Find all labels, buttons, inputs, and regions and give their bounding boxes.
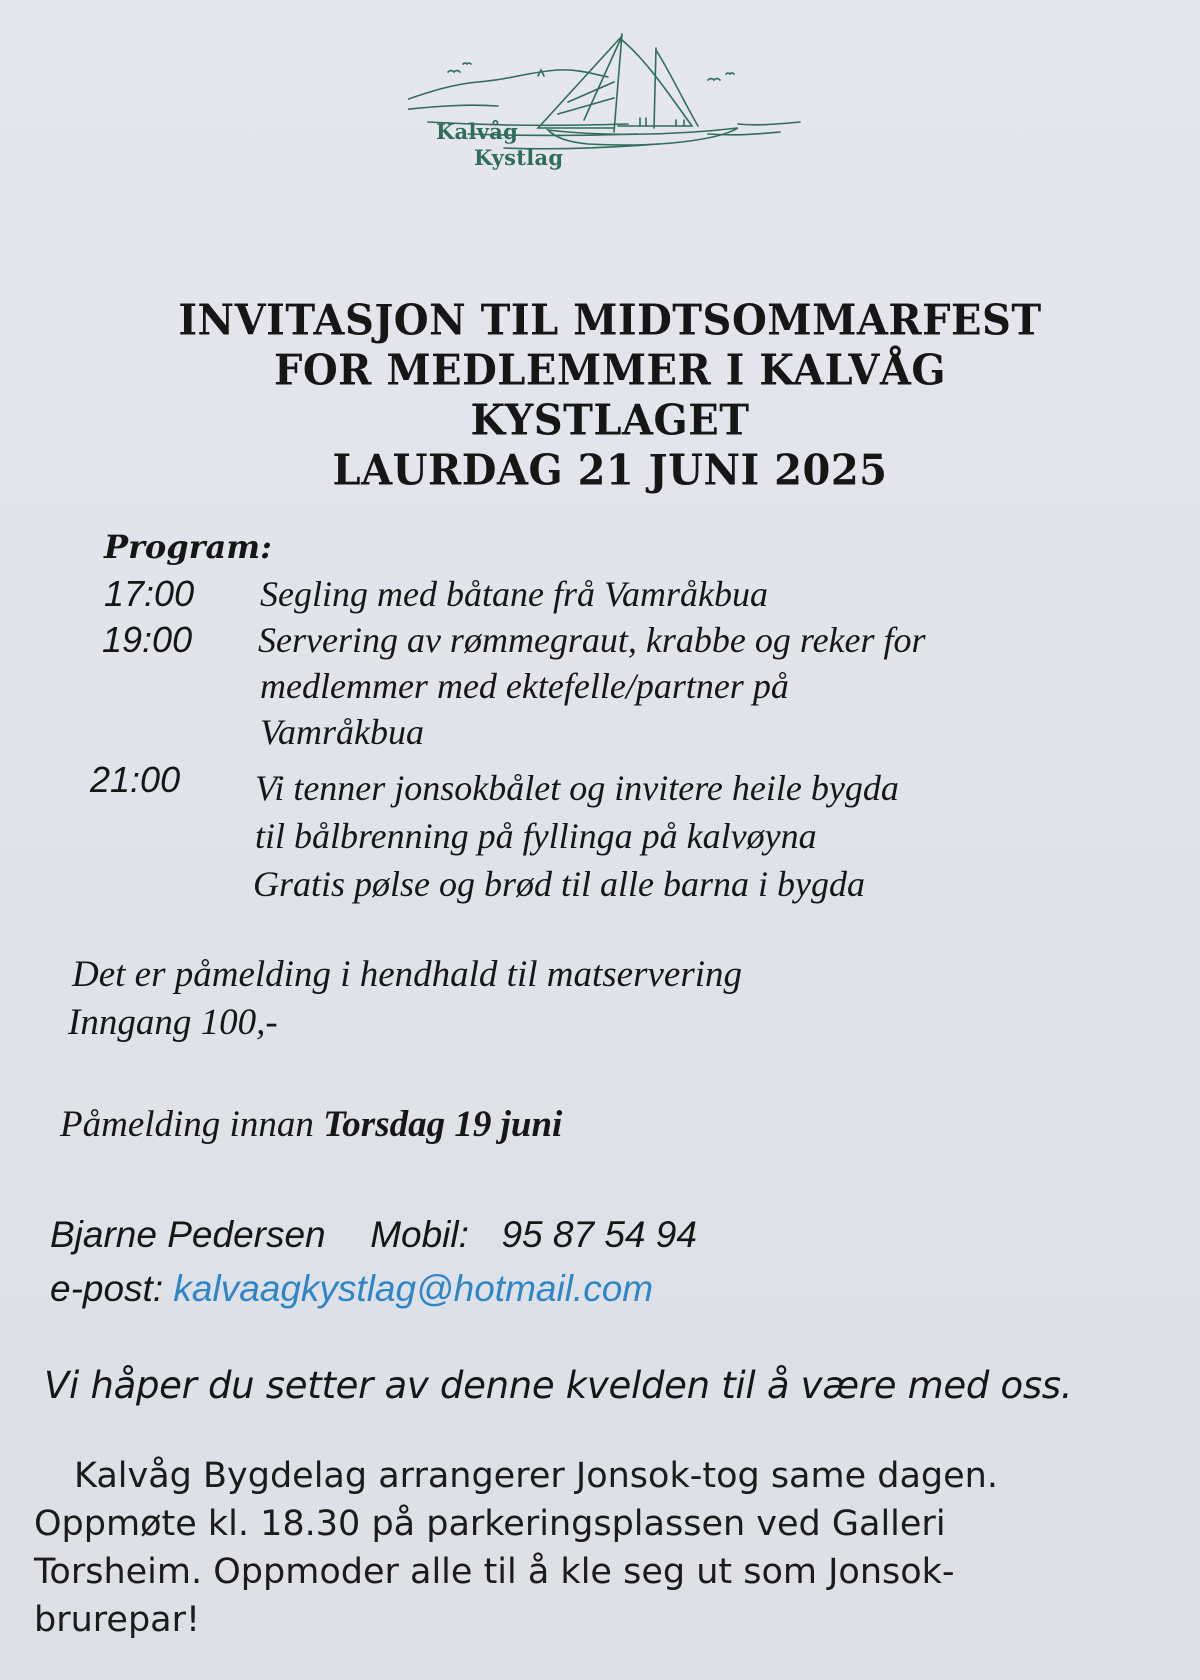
- heading-line: INVITASJON TIL MIDTSOMMARFEST: [178, 295, 1042, 346]
- heading-date: LAURDAG 21 JUNI 2025: [332, 445, 888, 496]
- email-label: e-post:: [50, 1268, 164, 1309]
- notice-line: Kalvåg Bygdelag arrangerer Jonsok-tog same dagen.: [74, 1456, 998, 1496]
- program-text: Vamråkbua: [260, 712, 424, 752]
- program-label: Program:: [104, 528, 272, 566]
- registration-deadline: [60, 1102, 562, 1148]
- contact-line: [50, 1212, 697, 1258]
- program-text: Vi tenner jonsokbålet og invitere heile bygda: [255, 768, 899, 808]
- notice-line: Oppmøte kl. 18.30 på parkeringsplassen ved Galleri: [34, 1504, 946, 1544]
- invitation-heading: [90, 296, 1130, 496]
- notice-line: Torsheim. Oppmoder alle til å kle seg ut som Jonsok-: [34, 1552, 955, 1592]
- program-text: Segling med båtane frå Vamråkbua: [260, 574, 768, 614]
- logo-text-kalvag: Kalvåg: [436, 119, 519, 144]
- logo-text-kystlag: Kystlag: [474, 145, 564, 170]
- sailboat-logo-icon: [408, 22, 808, 182]
- mobile-label: Mobil:: [370, 1214, 469, 1255]
- mobile-number: 95 87 54 94: [501, 1214, 697, 1255]
- email-link[interactable]: kalvaagkystlag@hotmail.com: [173, 1268, 654, 1309]
- bygdelag-notice: [34, 1452, 1174, 1644]
- deadline-prefix: Påmelding innan: [60, 1104, 314, 1145]
- entry-fee: Inngang 100,-: [68, 1002, 278, 1043]
- program-item: [102, 618, 1162, 758]
- heading-line: FOR MEDLEMMER I KALVÅG: [273, 345, 947, 396]
- program-text: til bålbrenning på fyllinga på kalvøyna: [255, 816, 817, 856]
- program-text: Gratis pølse og brød til alle barna i bygda: [253, 864, 865, 904]
- program-text: Servering av rømmegraut, krabbe og reker for: [258, 620, 926, 660]
- closing-message: Vi håper du setter av denne kvelden til å være med oss.: [44, 1364, 1073, 1407]
- notice-line: brurepar!: [34, 1600, 201, 1640]
- program-time: 19:00: [102, 619, 193, 660]
- program-time: 21:00: [90, 759, 181, 800]
- program-item: [90, 758, 1170, 904]
- program-item: [104, 572, 1164, 618]
- deadline-date: Torsdag 19 juni: [323, 1104, 563, 1145]
- registration-note: Det er påmelding i hendhald til matservering: [72, 954, 743, 995]
- email-line: [50, 1266, 653, 1312]
- kalvag-kystlag-logo: [408, 22, 808, 182]
- program-time: 17:00: [104, 573, 195, 614]
- program-text: medlemmer med ektefelle/partner på: [260, 666, 789, 706]
- heading-line: KYSTLAGET: [470, 395, 750, 446]
- contact-name: Bjarne Pedersen: [50, 1214, 326, 1255]
